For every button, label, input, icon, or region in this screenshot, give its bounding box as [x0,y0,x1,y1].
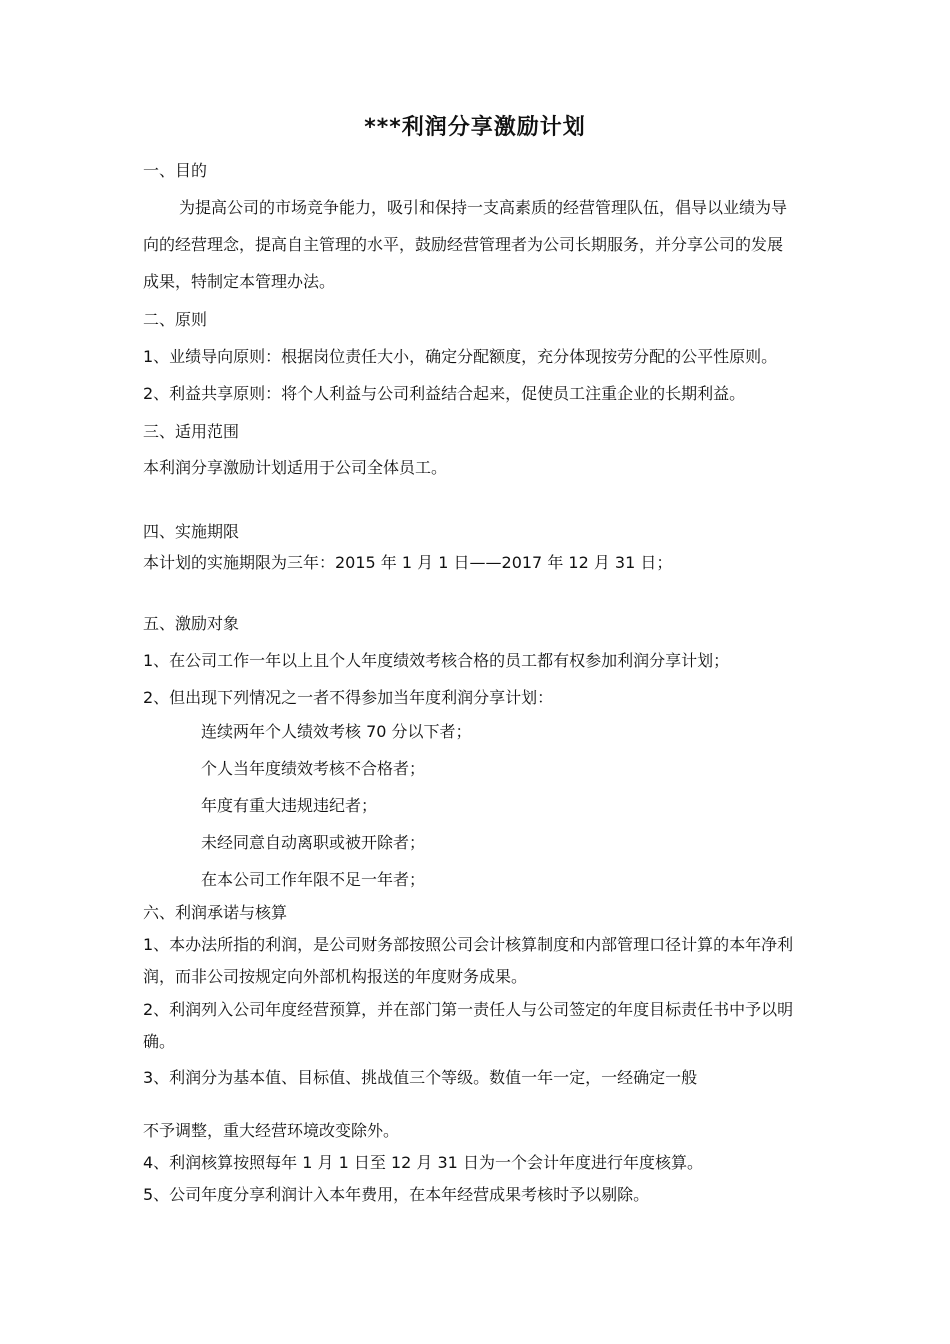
paragraph-line: 本计划的实施期限为三年：2015 年 1 月 1 日——2017 年 12 月 31 日； [143,553,673,572]
list-item-continuation: 不予调整，重大经营环境改变除外。 [143,1121,400,1140]
list-item: 1、业绩导向原则：根据岗位责任大小，确定分配额度，充分体现按劳分配的公平性原则。 [143,347,778,366]
list-item: 4、利润核算按照每年 1 月 1 日至 12 月 31 日为一个会计年度进行年度核算。 [143,1153,703,1172]
list-item: 2、利润列入公司年度经营预算，并在部门第一责任人与公司签定的年度目标责任书中予以明 [143,1000,794,1019]
section-heading-period: 四、实施期限 [143,522,240,541]
list-item: 2、利益共享原则：将个人利益与公司利益结合起来，促使员工注重企业的长期利益。 [143,384,746,403]
list-item-continuation: 确。 [143,1032,176,1051]
section-heading-profit: 六、利润承诺与核算 [143,903,288,922]
paragraph-line: 向的经营理念，提高自主管理的水平，鼓励经营管理者为公司长期服务，并分享公司的发展 [143,235,784,254]
section-heading-targets: 五、激励对象 [143,614,240,633]
paragraph-line: 为提高公司的市场竞争能力，吸引和保持一支高素质的经营管理队伍，倡导以业绩为导 [179,198,788,217]
section-heading-scope: 三、适用范围 [143,422,240,441]
sub-list-item: 年度有重大违规违纪者； [201,796,378,815]
list-item: 1、本办法所指的利润，是公司财务部按照公司会计核算制度和内部管理口径计算的本年净利 [143,935,794,954]
paragraph-line: 成果，特制定本管理办法。 [143,272,336,291]
sub-list-item: 连续两年个人绩效考核 70 分以下者； [201,722,472,741]
section-heading-principles: 二、原则 [143,310,208,329]
sub-list-item: 在本公司工作年限不足一年者； [201,870,426,889]
list-item: 5、公司年度分享利润计入本年费用，在本年经营成果考核时予以剔除。 [143,1185,650,1204]
sub-list-item: 个人当年度绩效考核不合格者； [201,759,426,778]
sub-list-item: 未经同意自动离职或被开除者； [201,833,426,852]
list-item: 1、在公司工作一年以上且个人年度绩效考核合格的员工都有权参加利润分享计划； [143,651,730,670]
list-item: 3、利润分为基本值、目标值、挑战值三个等级。数值一年一定，一经确定一般 [143,1068,698,1087]
paragraph-line: 本利润分享激励计划适用于公司全体员工。 [143,458,448,477]
list-item: 2、但出现下列情况之一者不得参加当年度利润分享计划： [143,688,554,707]
section-heading-purpose: 一、目的 [143,161,208,180]
list-item-continuation: 润，而非公司按规定向外部机构报送的年度财务成果。 [143,967,528,986]
document-title: ***利润分享激励计划 [364,115,586,140]
